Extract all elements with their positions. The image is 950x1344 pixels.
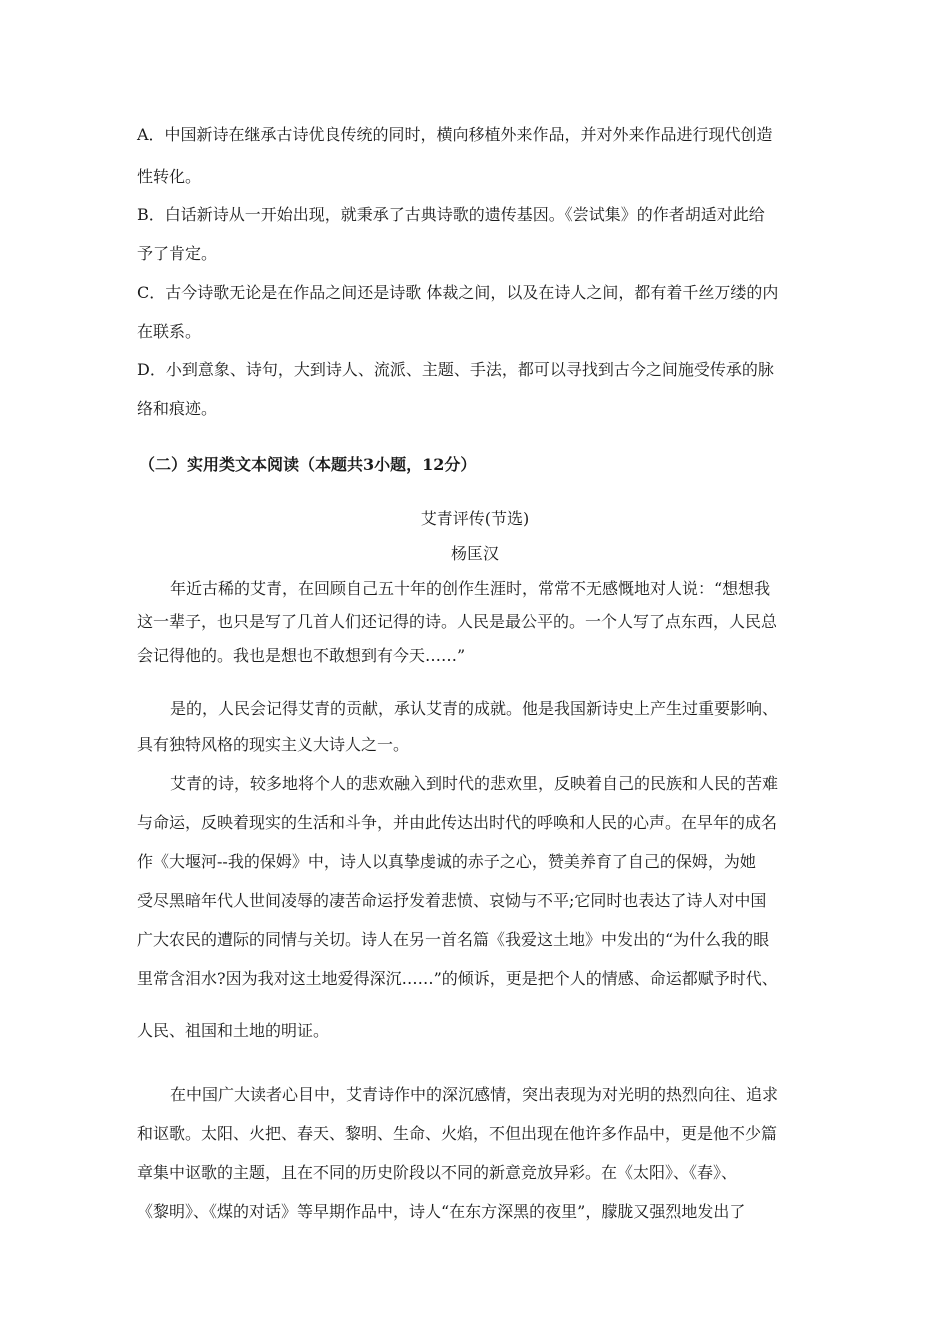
paragraph-1-line-3: 会记得他的。我也是想也不敢想到有今天……” bbox=[137, 646, 466, 665]
paragraph-3-line-7: 人民、祖国和土地的明证。 bbox=[137, 1021, 330, 1040]
paragraph-4-line-4: 《黎明》、《煤的对话》等早期作品中，诗人“在东方深黑的夜里”，朦胧又强烈地发出了 bbox=[137, 1202, 746, 1221]
paragraph-4-line-3: 章集中讴歌的主题，且在不同的历史阶段以不同的新意竞放异彩。在《太阳》、《春》、 bbox=[137, 1163, 738, 1182]
paragraph-4-line-1: 在中国广大读者心目中，艾青诗作中的深沉感情，突出表现为对光明的热烈向往、追求 bbox=[170, 1085, 779, 1104]
paragraph-1-line-2: 这一辈子，也只是写了几首人们还记得的诗。人民是最公平的。一个人写了点东西，人民总 bbox=[137, 612, 778, 631]
option-d-line-1: D．小到意象、诗句，大到诗人、流派、主题、手法，都可以寻找到古今之间施受传承的脉 bbox=[137, 360, 774, 379]
option-b-line-2: 予了肯定。 bbox=[137, 244, 218, 263]
paragraph-3-line-5: 广大农民的遭际的同情与关切。诗人在另一首名篇《我爱这土地》中发出的“为什么我的眼 bbox=[137, 930, 770, 949]
section-heading: （二）实用类文本阅读（本题共3小题，12分） bbox=[139, 455, 477, 474]
paragraph-3-line-4: 受尽黑暗年代人世间凌辱的凄苦命运抒发着悲愤、哀恸与不平;它同时也表达了诗人对中国 bbox=[137, 891, 767, 910]
article-author: 杨匡汉 bbox=[450, 544, 499, 563]
paragraph-3-line-6: 里常含泪水?因为我对这土地爱得深沉……”的倾诉，更是把个人的情感、命运都赋予时代、 bbox=[137, 969, 778, 988]
option-c-line-2: 在联系。 bbox=[137, 322, 202, 341]
paragraph-2-line-2: 具有独特风格的现实主义大诗人之一。 bbox=[137, 735, 410, 754]
paragraph-3-line-3: 作《大堰河--我的保姆》中，诗人以真挚虔诚的赤子之心，赞美养育了自己的保姆，为她 bbox=[137, 852, 756, 871]
option-d-line-2: 络和痕迹。 bbox=[137, 399, 218, 418]
paragraph-4-line-2: 和讴歌。太阳、火把、春天、黎明、生命、火焰，不但出现在他许多作品中，更是他不少篇 bbox=[137, 1124, 778, 1143]
option-a-line-1: A．中国新诗在继承古诗优良传统的同时，横向移植外来作品，并对外来作品进行现代创造 bbox=[137, 125, 773, 144]
paragraph-1-line-1: 年近古稀的艾青，在回顾自己五十年的创作生涯时，常常不无感慨地对人说：“想想我 bbox=[170, 579, 771, 598]
paragraph-3-line-2: 与命运，反映着现实的生活和斗争，并由此传达出时代的呼唤和人民的心声。在早年的成名 bbox=[137, 813, 778, 832]
option-a-line-2: 性转化。 bbox=[137, 167, 202, 186]
option-c-line-1: C．古今诗歌无论是在作品之间还是诗歌 体裁之间，以及在诗人之间，都有着千丝万缕的内 bbox=[137, 283, 779, 302]
option-b-line-1: B．白话新诗从一开始出现，就秉承了古典诗歌的遗传基因。《尝试集》的作者胡适对此给 bbox=[137, 205, 765, 224]
paragraph-2-line-1: 是的，人民会记得艾青的贡献，承认艾青的成就。他是我国新诗史上产生过重要影响、 bbox=[170, 699, 779, 718]
paragraph-3-line-1: 艾青的诗，较多地将个人的悲欢融入到时代的悲欢里，反映着自己的民族和人民的苦难 bbox=[170, 774, 779, 793]
article-title: 艾青评传(节选) bbox=[420, 509, 530, 528]
